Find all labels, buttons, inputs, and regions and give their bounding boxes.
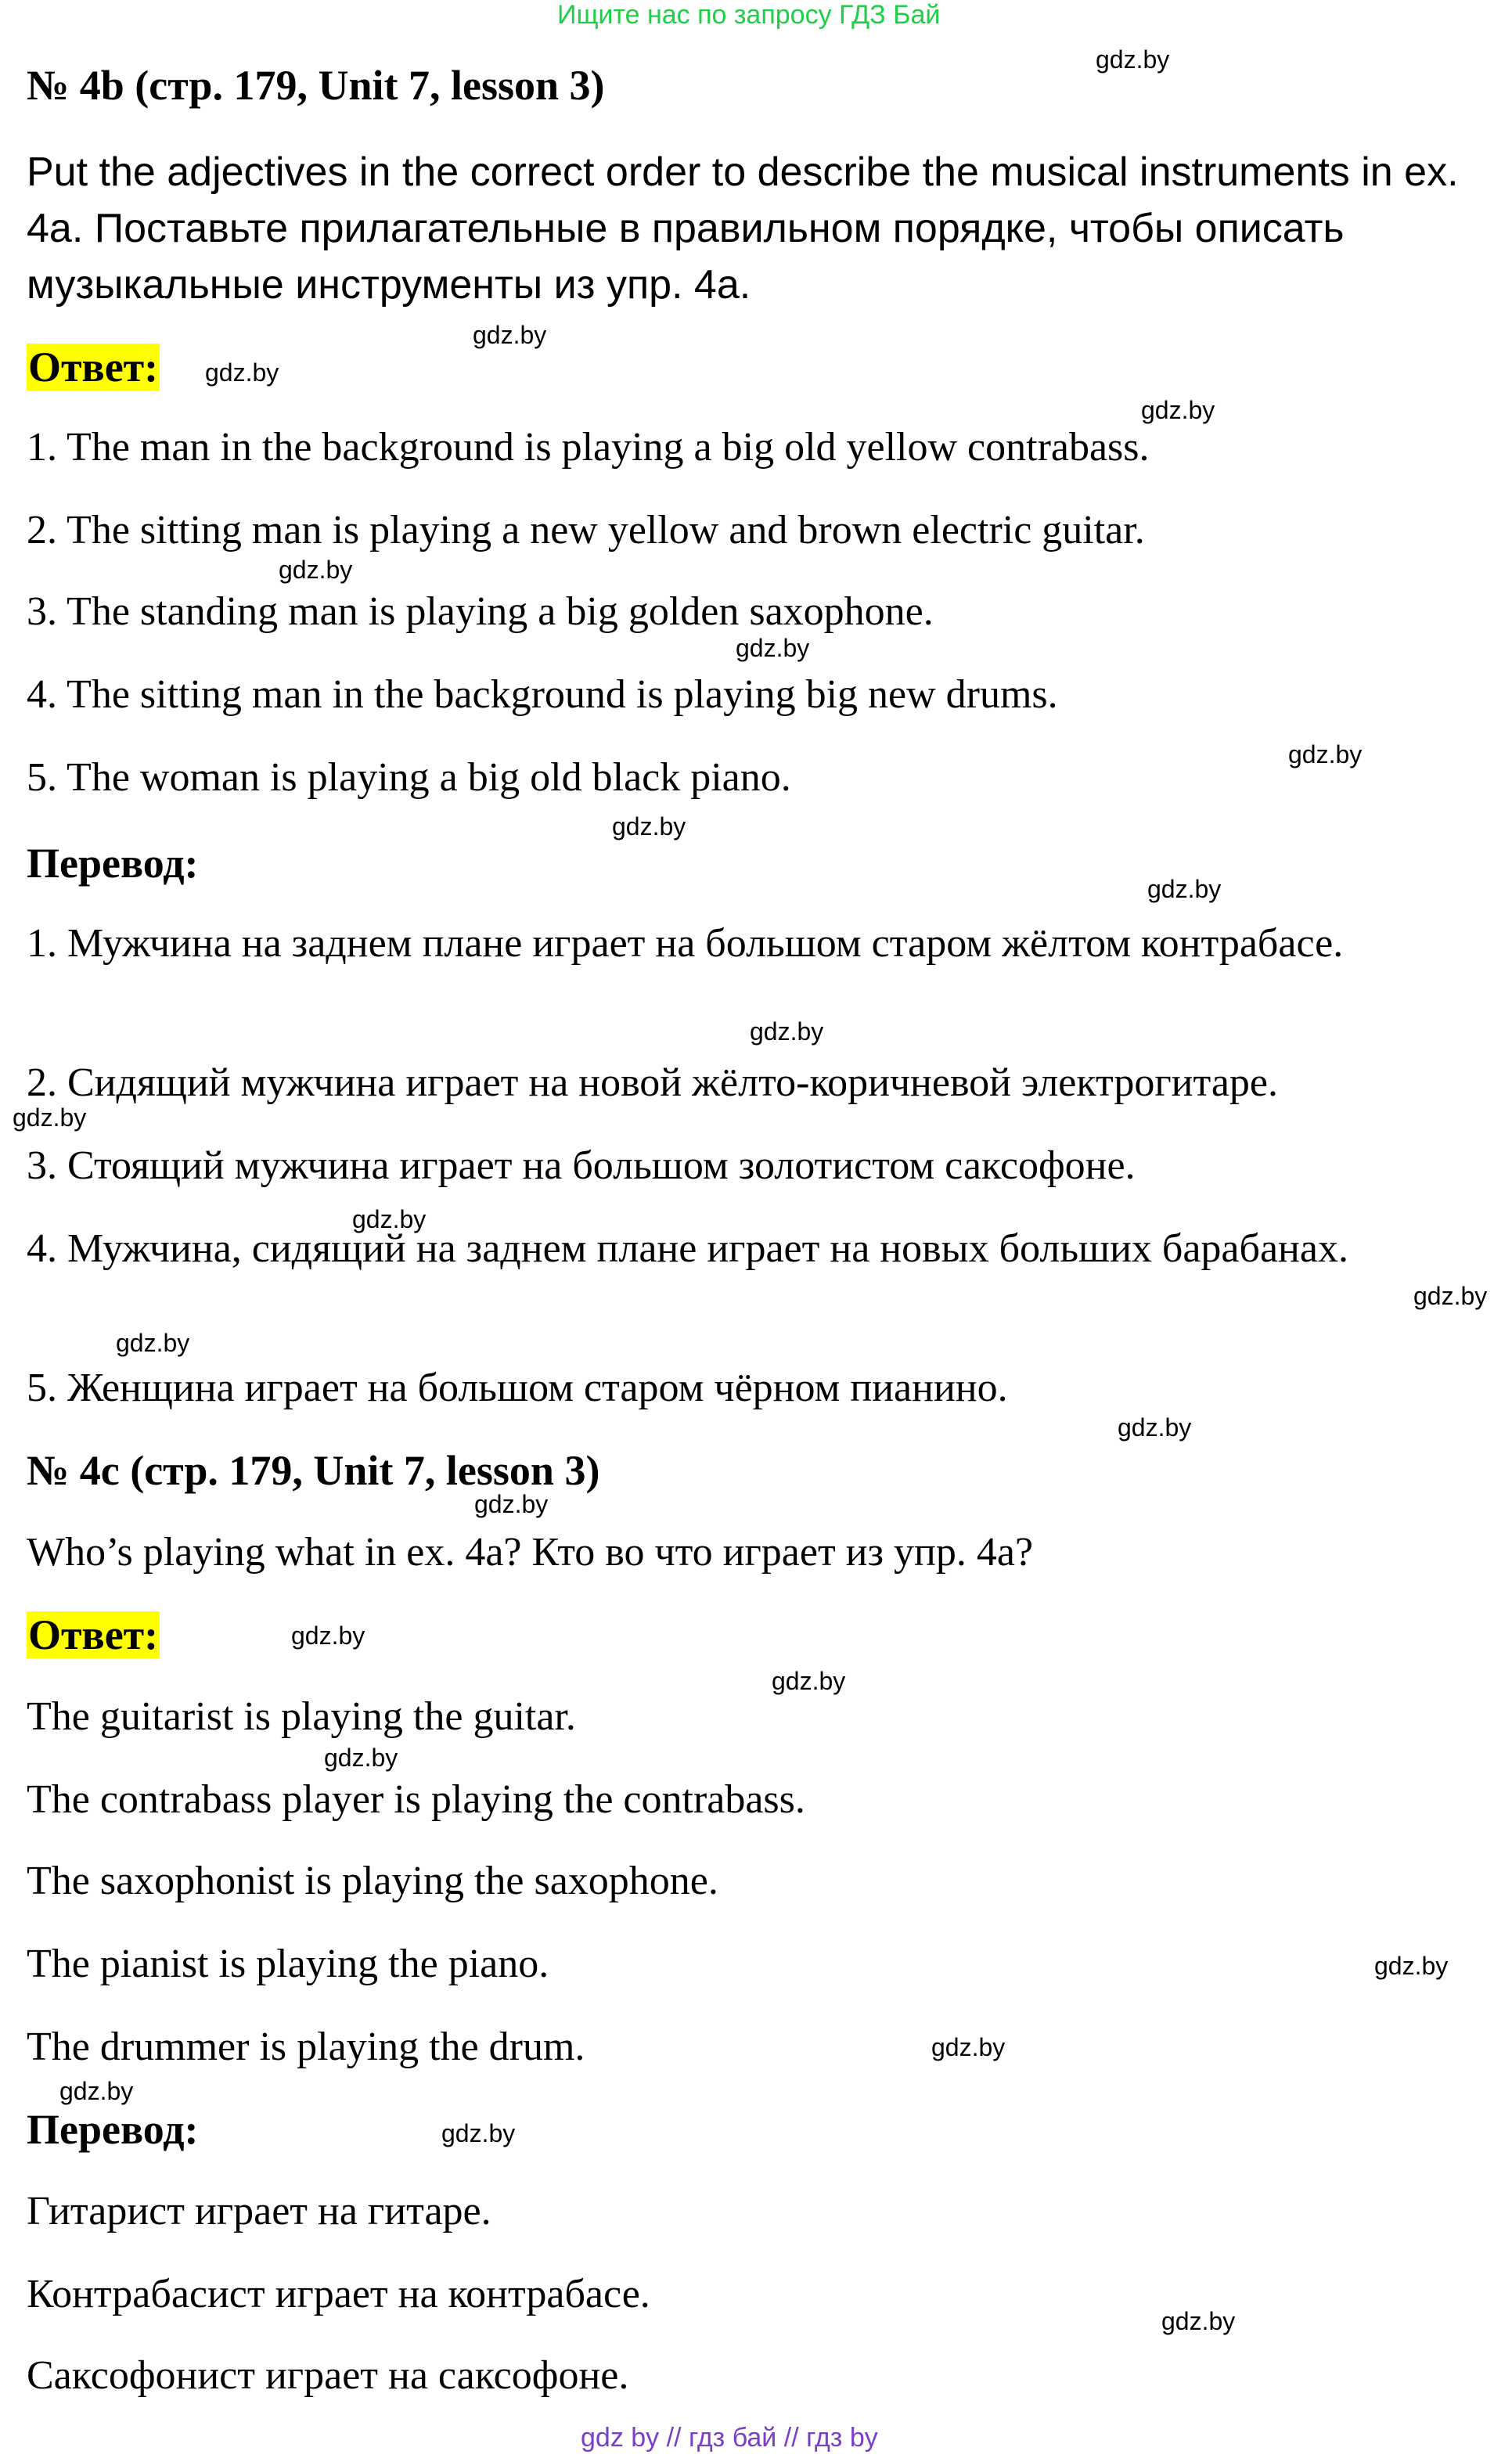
watermark: gdz.by <box>1141 396 1215 424</box>
translation-4c-1: Гитарист играет на гитаре. <box>27 2189 491 2233</box>
watermark: gdz.by <box>772 1667 846 1695</box>
top-banner-link[interactable]: Ищите нас по запросу ГДЗ Бай <box>557 0 941 30</box>
watermark: gdz.by <box>1374 1952 1449 1980</box>
answer-4b-4: 4. The sitting man in the background is playing big new drums. <box>27 672 1058 717</box>
watermark: gdz.by <box>1118 1413 1192 1442</box>
watermark: gdz.by <box>474 1490 549 1518</box>
answer-4b-1: 1. The man in the background is playing a big old yellow contrabass. <box>27 425 1150 470</box>
translation-4c-3: Саксофонист играет на саксофоне. <box>27 2353 629 2398</box>
watermark: gdz.by <box>1413 1282 1488 1310</box>
watermark: gdz.by <box>13 1103 87 1132</box>
translation-4b-2: 2. Сидящий мужчина играет на новой жёлто-коричневой электрогитаре. <box>27 1060 1278 1105</box>
translation-4b-5: 5. Женщина играет на большом старом чёрном пианино. <box>27 1366 1008 1410</box>
translation-label-4c: Перевод: <box>27 2106 199 2153</box>
watermark: gdz.by <box>1096 45 1170 74</box>
watermark: gdz.by <box>1288 740 1363 768</box>
watermark: gdz.by <box>750 1017 824 1046</box>
answer-4b-5: 5. The woman is playing a big old black piano. <box>27 755 791 800</box>
watermark: gdz.by <box>116 1329 190 1357</box>
section-4c-task: Who’s playing what in ex. 4a? Кто во что играет из упр. 4a? <box>27 1530 1034 1575</box>
answer-4b-3: 3. The standing man is playing a big golden saxophone. <box>27 589 934 634</box>
section-4c-heading: № 4c (стр. 179, Unit 7, lesson 3) <box>27 1447 600 1494</box>
watermark: gdz.by <box>291 1622 365 1650</box>
translation-4b-3: 3. Стоящий мужчина играет на большом золотистом саксофоне. <box>27 1143 1136 1188</box>
watermark: gdz.by <box>352 1205 427 1233</box>
watermark: gdz.by <box>931 2033 1006 2061</box>
answer-4c-5: The drummer is playing the drum. <box>27 2025 585 2069</box>
watermark: gdz.by <box>1161 2307 1236 2335</box>
watermark: gdz.by <box>1147 875 1222 903</box>
translation-label-4b: Перевод: <box>27 840 199 887</box>
section-4b-heading: № 4b (стр. 179, Unit 7, lesson 3) <box>27 62 605 109</box>
answer-4c-4: The pianist is playing the piano. <box>27 1942 549 1986</box>
translation-4c-2: Контрабасист играет на контрабасе. <box>27 2272 650 2316</box>
answer-4c-1: The guitarist is playing the guitar. <box>27 1694 576 1739</box>
watermark: gdz.by <box>473 321 547 349</box>
answer-4b-2: 2. The sitting man is playing a new yellow and brown electric guitar. <box>27 508 1145 553</box>
watermark: gdz.by <box>324 1744 398 1772</box>
answer-label-4c: Ответ: <box>28 1611 159 1658</box>
bottom-banner-link[interactable]: gdz by // гдз бай // гдз by <box>581 2423 878 2453</box>
translation-4b-4: 4. Мужчина, сидящий на заднем плане играет на новых больших барабанах. <box>27 1226 1348 1271</box>
watermark: gdz.by <box>205 358 279 387</box>
task-ru: Поставьте прилагательные в правильном порядке, чтобы описать музыкальные инструменты из упр. 4a. <box>27 206 1345 308</box>
watermark: gdz.by <box>441 2119 516 2147</box>
answer-label-4b: Ответ: <box>28 344 159 391</box>
answer-4c-2: The contrabass player is playing the contrabass. <box>27 1777 805 1822</box>
section-4b-task <box>27 144 1482 313</box>
answer-4c-3: The saxophonist is playing the saxophone. <box>27 1859 718 1903</box>
watermark: gdz.by <box>59 2077 134 2105</box>
translation-4b-1: 1. Мужчина на заднем плане играет на большом старом жёлтом контрабасе. <box>27 921 1344 966</box>
watermark: gdz.by <box>279 556 353 584</box>
task-en: Put the adjectives in the correct order to describe the musical instruments in ex. 4a. <box>27 149 1459 251</box>
watermark: gdz.by <box>612 812 686 840</box>
watermark: gdz.by <box>736 634 810 662</box>
